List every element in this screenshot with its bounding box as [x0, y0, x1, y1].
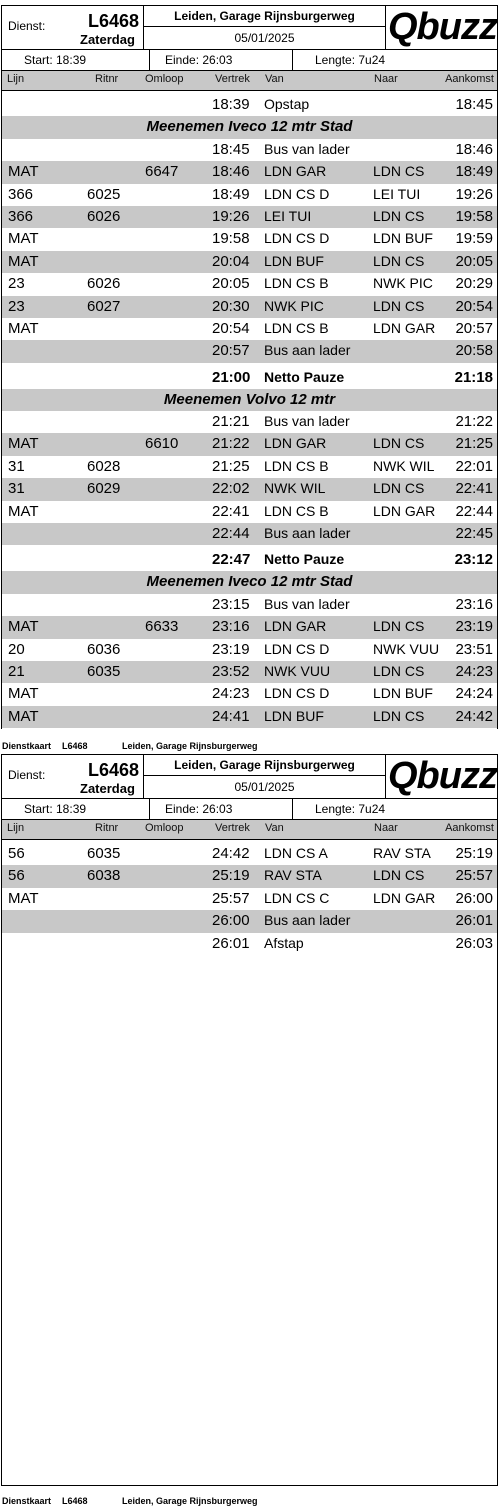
cell-naar: LDN CS: [373, 480, 425, 497]
cell-aankomst: 21:25: [455, 435, 493, 453]
cell-lijn: MAT: [8, 889, 39, 907]
service-date: 05/01/2025: [234, 780, 295, 794]
table-row: [2, 411, 497, 433]
cell-naar: LDN CS: [373, 207, 425, 224]
cell-naar: LDN CS: [373, 297, 425, 314]
card-header: [2, 6, 497, 50]
table-row: [2, 933, 497, 955]
garage-location: Leiden, Garage Rijnsburgerweg: [174, 758, 355, 772]
cell-vertrek: 20:54: [212, 319, 250, 337]
schedule-table: [2, 94, 497, 728]
column-headers: [2, 820, 497, 840]
cell-lijn: 31: [8, 457, 25, 475]
cell-van: LDN CS B: [264, 502, 329, 519]
cell-aankomst: 24:24: [455, 685, 493, 703]
divider: [143, 775, 386, 776]
footer-code: L6468: [62, 741, 88, 751]
cell-aankomst: 19:58: [455, 207, 493, 225]
cell-aankomst: 26:00: [455, 889, 493, 907]
cell-aankomst: 23:16: [455, 595, 493, 613]
footer-label: Dienstkaart: [2, 1496, 52, 1506]
cell-lijn: 23: [8, 297, 25, 315]
cell-lijn: MAT: [8, 618, 39, 636]
schedule-table: [2, 843, 497, 955]
table-row: [2, 228, 497, 250]
end-time: Einde: 26:03: [165, 53, 233, 67]
dienst-code: L6468: [88, 11, 140, 31]
cell-ritnr: 6036: [87, 640, 121, 658]
cell-van: Bus van lader: [264, 140, 350, 157]
vehicle-note: Meenemen Iveco 12 mtr Stad: [146, 118, 353, 136]
footer-location: Leiden, Garage Rijnsburgerweg: [122, 741, 258, 751]
col-naar: Naar: [374, 73, 398, 85]
cell-naar: LDN GAR: [373, 889, 436, 906]
cell-vertrek: 21:21: [212, 413, 250, 431]
cell-naar: RAV STA: [373, 845, 431, 861]
cell-vertrek: 23:52: [212, 662, 250, 680]
cell-vertrek: 23:16: [212, 618, 250, 636]
footer-code: L6468: [62, 1496, 88, 1506]
table-row: [2, 340, 497, 362]
divider: [292, 799, 293, 819]
cell-van: LDN GAR: [264, 163, 327, 180]
cell-ritnr: 6026: [87, 207, 121, 225]
table-row: [2, 683, 497, 705]
cell-aankomst: 26:01: [455, 912, 493, 930]
table-row: [2, 594, 497, 616]
cell-omloop: 6610: [145, 435, 179, 453]
cell-vertrek: 20:57: [212, 342, 250, 360]
table-row: [2, 661, 497, 683]
cell-lijn: 366: [8, 185, 34, 203]
cell-van: LEI TUI: [264, 207, 312, 224]
cell-naar: LDN CS: [373, 618, 425, 635]
table-row: [2, 139, 497, 161]
cell-van: Netto Pauze: [264, 551, 345, 568]
cell-aankomst: 23:51: [455, 640, 493, 658]
cell-van: LDN CS D: [264, 230, 330, 247]
col-lijn: Lijn: [7, 73, 25, 85]
col-van: Van: [265, 73, 284, 85]
cell-van: LDN CS B: [264, 319, 329, 336]
cell-ritnr: 6028: [87, 457, 121, 475]
cell-vertrek: 24:23: [212, 685, 250, 703]
divider: [292, 50, 293, 70]
cell-van: LDN GAR: [264, 618, 327, 635]
cell-vertrek: 20:05: [212, 275, 250, 293]
table-row: [2, 639, 497, 661]
cell-vertrek: 22:02: [212, 480, 250, 498]
cell-aankomst: 22:45: [455, 525, 493, 543]
cell-ritnr: 6027: [87, 297, 121, 315]
cell-van: Bus aan lader: [264, 525, 351, 542]
cell-lijn: 21: [8, 662, 25, 680]
col-aankomst: Aankomst: [445, 73, 494, 85]
cell-aankomst: 19:26: [455, 185, 493, 203]
cell-vertrek: 21:00: [212, 368, 251, 386]
cell-lijn: 56: [8, 867, 25, 885]
cell-aankomst: 20:29: [455, 275, 493, 293]
col-omloop: Omloop: [145, 73, 184, 85]
divider: [143, 26, 386, 27]
cell-lijn: MAT: [8, 319, 39, 337]
divider: [149, 799, 150, 819]
cell-aankomst: 25:19: [455, 845, 493, 862]
cell-ritnr: 6026: [87, 275, 121, 293]
cell-van: LDN BUF: [264, 252, 324, 269]
cell-van: Afstap: [264, 934, 304, 951]
cell-lijn: 56: [8, 845, 25, 862]
cell-naar: NWK PIC: [373, 275, 433, 292]
table-row: [2, 296, 497, 318]
cell-van: LDN CS C: [264, 889, 330, 906]
table-row: [2, 433, 497, 455]
cell-vertrek: 23:15: [212, 595, 250, 613]
cell-naar: NWK VUU: [373, 640, 440, 657]
cell-van: Bus aan lader: [264, 342, 351, 359]
vehicle-section-row: [2, 389, 497, 411]
cell-lijn: MAT: [8, 707, 39, 725]
cell-ritnr: 6029: [87, 480, 121, 498]
cell-vertrek: 20:30: [212, 297, 250, 315]
cell-ritnr: 6035: [87, 662, 121, 680]
cell-van: NWK WIL: [264, 480, 326, 497]
table-row: [2, 318, 497, 340]
cell-van: Bus aan lader: [264, 912, 351, 929]
cell-van: LDN CS D: [264, 185, 330, 202]
cell-van: RAV STA: [264, 867, 322, 884]
table-row: [2, 478, 497, 500]
column-headers: [2, 71, 497, 91]
table-row: [2, 456, 497, 478]
cell-aankomst: 26:03: [455, 934, 493, 952]
start-time: Start: 18:39: [24, 53, 87, 67]
table-row: [2, 910, 497, 932]
table-row: [2, 94, 497, 116]
cell-vertrek: 23:19: [212, 640, 250, 658]
qbuzz-logo: Qbuzz: [388, 6, 497, 48]
footer-label: Dienstkaart: [2, 741, 52, 751]
cell-naar: LDN GAR: [373, 319, 436, 336]
cell-aankomst: 22:44: [455, 502, 493, 520]
cell-van: LDN CS A: [264, 845, 328, 861]
cell-vertrek: 22:47: [212, 551, 251, 569]
cell-vertrek: 21:22: [212, 435, 250, 453]
shift-meta: [2, 799, 497, 820]
col-omloop: Omloop: [145, 822, 184, 834]
table-row: [2, 273, 497, 295]
vehicle-note: Meenemen Iveco 12 mtr Stad: [146, 573, 353, 591]
cell-van: LDN CS B: [264, 457, 329, 474]
cell-vertrek: 20:04: [212, 252, 250, 270]
table-row: [2, 888, 497, 910]
cell-naar: LDN CS: [373, 163, 425, 180]
cell-aankomst: 20:54: [455, 297, 493, 315]
cell-aankomst: 20:05: [455, 252, 493, 270]
cell-aankomst: 25:57: [455, 867, 493, 885]
cell-lijn: MAT: [8, 435, 39, 453]
table-row: [2, 616, 497, 638]
cell-aankomst: 20:58: [455, 342, 493, 360]
cell-aankomst: 18:49: [455, 163, 493, 181]
dienstkaart-page-1: [1, 5, 498, 729]
footer-location: Leiden, Garage Rijnsburgerweg: [122, 1496, 258, 1506]
cell-lijn: 31: [8, 480, 25, 498]
cell-van: LDN CS B: [264, 275, 329, 292]
divider: [385, 6, 386, 49]
col-lijn: Lijn: [7, 822, 25, 834]
cell-van: Netto Pauze: [264, 368, 345, 385]
table-row: [2, 206, 497, 228]
dienst-label: Dienst:: [8, 768, 46, 782]
cell-lijn: 23: [8, 275, 25, 293]
cell-vertrek: 22:44: [212, 525, 250, 543]
cell-aankomst: 24:23: [455, 662, 493, 680]
cell-vertrek: 18:39: [212, 96, 250, 113]
cell-aankomst: 18:45: [455, 96, 493, 113]
vehicle-section-row: [2, 116, 497, 138]
dienst-day: Zaterdag: [80, 32, 135, 47]
cell-lijn: MAT: [8, 685, 39, 703]
table-row: [2, 706, 497, 728]
cell-omloop: 6647: [145, 163, 179, 181]
cell-naar: LEI TUI: [373, 185, 421, 202]
cell-aankomst: 23:12: [454, 551, 493, 569]
table-row: [2, 161, 497, 183]
divider: [149, 50, 150, 70]
cell-van: LDN BUF: [264, 707, 324, 724]
cell-vertrek: 25:57: [212, 889, 250, 907]
cell-aankomst: 20:57: [455, 319, 493, 337]
garage-location: Leiden, Garage Rijnsburgerweg: [174, 9, 355, 23]
table-row: [2, 184, 497, 206]
end-time: Einde: 26:03: [165, 802, 233, 816]
cell-aankomst: 22:01: [455, 457, 493, 475]
qbuzz-logo: Qbuzz: [388, 755, 497, 797]
cell-lijn: MAT: [8, 230, 39, 248]
cell-van: NWK VUU: [264, 662, 331, 679]
card-header: [2, 755, 497, 799]
cell-vertrek: 19:26: [212, 207, 250, 225]
cell-van: Opstap: [264, 96, 310, 112]
cell-aankomst: 24:42: [455, 707, 493, 725]
vehicle-section-row: [2, 571, 497, 593]
col-naar: Naar: [374, 822, 398, 834]
cell-aankomst: 21:18: [454, 368, 493, 386]
shift-length: Lengte: 7u24: [315, 53, 386, 67]
dienst-day: Zaterdag: [80, 781, 135, 796]
cell-van: LDN GAR: [264, 435, 327, 452]
col-ritnr: Ritnr: [95, 73, 119, 85]
cell-naar: NWK WIL: [373, 457, 435, 474]
cell-vertrek: 18:45: [212, 140, 250, 158]
cell-ritnr: 6025: [87, 185, 121, 203]
col-aankomst: Aankomst: [445, 822, 494, 834]
cell-vertrek: 21:25: [212, 457, 250, 475]
table-row: [2, 251, 497, 273]
cell-van: Bus van lader: [264, 595, 350, 612]
cell-aankomst: 19:59: [455, 230, 493, 248]
cell-naar: LDN CS: [373, 867, 425, 884]
col-vertrek: Vertrek: [215, 822, 250, 834]
cell-vertrek: 26:00: [212, 912, 250, 930]
cell-lijn: MAT: [8, 502, 39, 520]
cell-van: LDN CS D: [264, 685, 330, 702]
table-row: [2, 843, 497, 865]
cell-lijn: 366: [8, 207, 34, 225]
cell-aankomst: 22:41: [455, 480, 493, 498]
cell-lijn: MAT: [8, 163, 39, 181]
cell-vertrek: 24:41: [212, 707, 250, 725]
dienstkaart-page-2: [1, 754, 498, 1486]
cell-naar: LDN BUF: [373, 685, 433, 702]
cell-naar: LDN CS: [373, 252, 425, 269]
col-vertrek: Vertrek: [215, 73, 250, 85]
cell-naar: LDN CS: [373, 435, 425, 452]
cell-aankomst: 23:19: [455, 618, 493, 636]
cell-vertrek: 18:46: [212, 163, 250, 181]
cell-naar: LDN CS: [373, 707, 425, 724]
table-row: [2, 501, 497, 523]
cell-vertrek: 19:58: [212, 230, 250, 248]
cell-naar: LDN GAR: [373, 502, 436, 519]
col-ritnr: Ritnr: [95, 822, 119, 834]
start-time: Start: 18:39: [24, 802, 87, 816]
cell-ritnr: 6038: [87, 867, 121, 885]
dienst-label: Dienst:: [8, 19, 46, 33]
cell-naar: LDN CS: [373, 662, 425, 679]
cell-ritnr: 6035: [87, 845, 121, 862]
shift-length: Lengte: 7u24: [315, 802, 386, 816]
col-van: Van: [265, 822, 284, 834]
cell-aankomst: 21:22: [455, 413, 493, 431]
vehicle-note: Meenemen Volvo 12 mtr: [163, 390, 336, 408]
dienst-code: L6468: [88, 760, 140, 780]
cell-vertrek: 18:49: [212, 185, 250, 203]
cell-aankomst: 18:46: [455, 140, 493, 158]
cell-lijn: MAT: [8, 252, 39, 270]
table-row: [2, 523, 497, 545]
cell-vertrek: 26:01: [212, 934, 250, 952]
cell-vertrek: 25:19: [212, 867, 250, 885]
cell-van: Bus van lader: [264, 413, 350, 430]
cell-naar: LDN BUF: [373, 230, 433, 247]
pause-row: [2, 545, 497, 571]
pause-row: [2, 363, 497, 389]
cell-van: LDN CS D: [264, 640, 330, 657]
cell-vertrek: 22:41: [212, 502, 250, 520]
service-date: 05/01/2025: [234, 31, 295, 45]
cell-omloop: 6633: [145, 618, 179, 636]
cell-van: NWK PIC: [264, 297, 324, 314]
cell-vertrek: 24:42: [212, 845, 250, 862]
divider: [385, 755, 386, 798]
table-row: [2, 865, 497, 887]
shift-meta: [2, 50, 497, 71]
cell-lijn: 20: [8, 640, 25, 658]
